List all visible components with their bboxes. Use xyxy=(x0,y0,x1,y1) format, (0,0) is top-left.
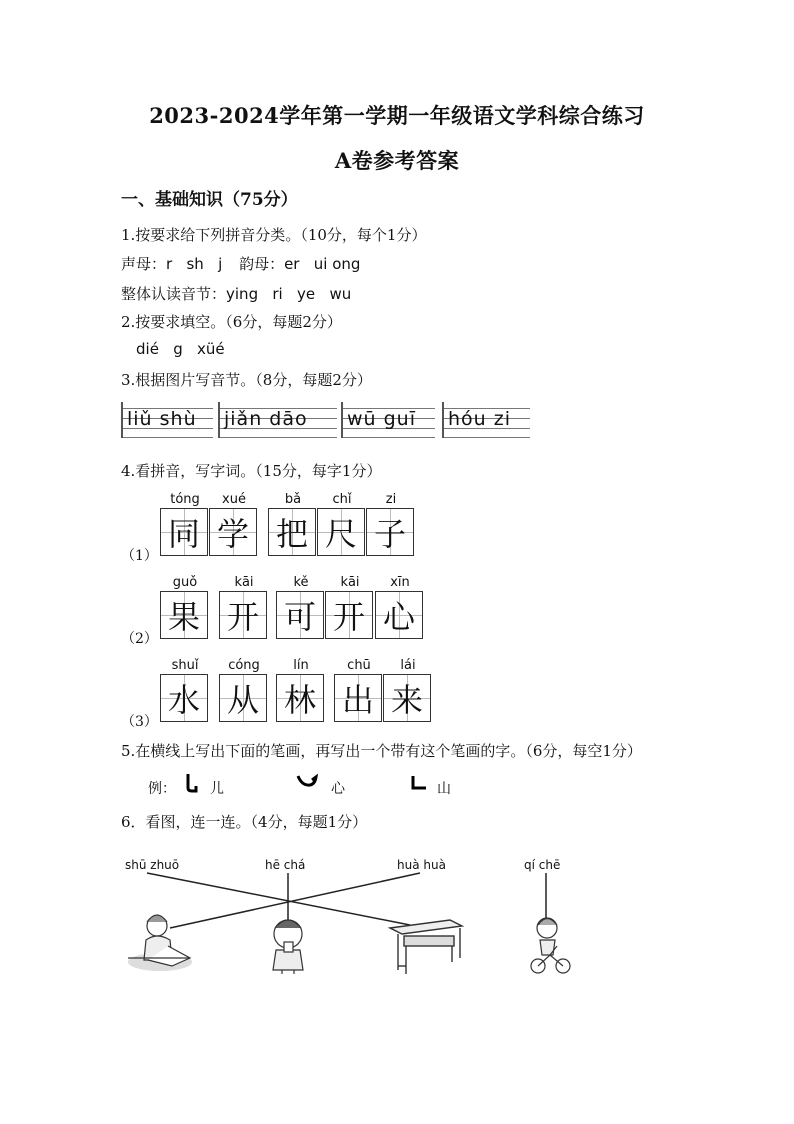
char-answer: 开 xyxy=(332,598,365,636)
pinyin-label: chū xyxy=(347,658,371,673)
yunmu-answer: er ui ong xyxy=(284,255,361,273)
document-title: 2023-2024学年第一学期一年级语文学科综合练习 xyxy=(149,103,645,128)
match-label-1: shū zhuō xyxy=(125,858,180,872)
match-line xyxy=(147,873,410,925)
zhengti-label: 整体认读音节： xyxy=(121,285,227,303)
pinyin-label: lín xyxy=(293,658,309,673)
pinyin-label: kāi xyxy=(340,575,360,590)
q5-prompt: 5.在横线上写出下面的笔画，再写出一个带有这个笔画的字。（6分，每空1分） xyxy=(121,742,642,760)
document-subtitle: A卷参考答案 xyxy=(334,148,460,173)
pinyin-label: lái xyxy=(400,658,416,673)
pinyin-label: kāi xyxy=(234,575,254,590)
row-number-1: （1） xyxy=(121,548,158,564)
section-heading: 一、基础知识（75分） xyxy=(121,190,298,210)
char-answer: 林 xyxy=(283,681,316,719)
zhengti-answer: ying ri ye wu xyxy=(226,285,352,303)
q4-prompt: 4.看拼音，写字词。（15分，每字1分） xyxy=(121,462,382,480)
pinyin-label: shuǐ xyxy=(171,658,199,673)
shengmu-label: 声母： xyxy=(121,255,167,273)
q3-prompt: 3.根据图片写音节。（8分，每题2分） xyxy=(121,371,372,389)
example-char-2: 心 xyxy=(331,781,345,797)
pinyin-label: xué xyxy=(222,492,246,507)
pinyin-answer-1: liǔ shù xyxy=(127,408,197,430)
char-answer: 开 xyxy=(226,598,259,636)
pinyin-label: cóng xyxy=(228,658,260,673)
pinyin-label: bǎ xyxy=(284,492,302,507)
example-label: 例： xyxy=(148,781,176,797)
pinyin-answer-3: wū guī xyxy=(347,408,417,430)
match-label-2: hē chá xyxy=(265,858,306,872)
yunmu-label: 韵母： xyxy=(239,255,285,273)
char-answer: 同 xyxy=(167,515,200,553)
char-answer: 心 xyxy=(382,598,415,636)
pinyin-label: zi xyxy=(385,492,397,507)
pinyin-label: tóng xyxy=(170,492,200,507)
char-answer: 水 xyxy=(167,681,200,719)
char-answer: 子 xyxy=(373,515,406,553)
example-char-1: 儿 xyxy=(210,781,224,797)
char-answer: 可 xyxy=(283,598,316,636)
row-number-2: （2） xyxy=(121,631,158,647)
example-char-3: 山 xyxy=(437,781,451,797)
school-desk-picture xyxy=(390,920,462,974)
char-answer: 来 xyxy=(390,681,423,719)
pinyin-label: chǐ xyxy=(332,492,352,507)
char-answer: 出 xyxy=(341,681,374,719)
pinyin-answer-4: hóu zi xyxy=(448,408,511,430)
char-answer: 从 xyxy=(226,681,259,719)
match-label-3: huà huà xyxy=(397,858,446,872)
char-answer: 把 xyxy=(275,515,308,553)
pinyin-answer-2: jiǎn dāo xyxy=(224,408,308,430)
char-answer: 学 xyxy=(216,515,249,553)
pinyin-label: xīn xyxy=(390,575,410,590)
char-answer: 果 xyxy=(167,598,200,636)
shengmu-answer: r sh j xyxy=(166,255,223,273)
q2-answer: dié g xüé xyxy=(136,340,225,358)
q6-prompt: 6．看图，连一连。（4分，每题1分） xyxy=(121,813,368,831)
q1-prompt: 1.按要求给下列拼音分类。（10分，每个1分） xyxy=(121,226,427,244)
pinyin-label: kě xyxy=(293,575,309,590)
girl-drawing-picture xyxy=(128,915,192,971)
char-answer: 尺 xyxy=(324,515,357,553)
match-label-4: qí chē xyxy=(524,858,561,872)
q2-prompt: 2.按要求填空。（6分，每题2分） xyxy=(121,313,342,331)
pinyin-label: guǒ xyxy=(172,575,198,590)
boy-drinking-tea-picture xyxy=(273,920,303,974)
child-riding-bike-picture xyxy=(531,918,570,973)
row-number-3: （3） xyxy=(121,714,158,730)
